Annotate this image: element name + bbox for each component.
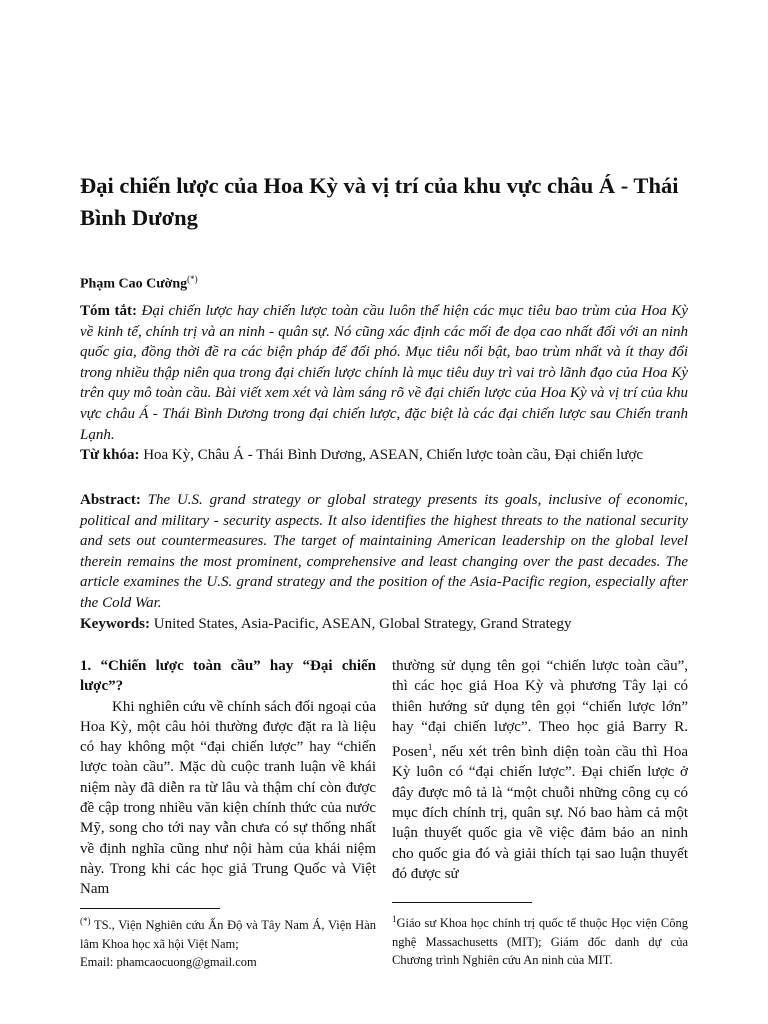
section-heading: 1. “Chiến lược toàn cầu” hay “Đại chiến lược”? — [80, 658, 376, 695]
footnote-author-text: TS., Viện Nghiên cứu Ấn Độ và Tây Nam Á, Viện Hàn lâm Khoa học xã hội Việt Nam; — [80, 918, 377, 951]
body-column-right — [392, 656, 688, 884]
abstract-vi-text: Đại chiến lược hay chiến lược toàn cầu luôn thể hiện các mục tiêu bao trùm của Hoa Kỳ về kinh tế, chính trị và an ninh - quân sự. Nó cũng xác định các mối đe dọa cao nhất đối với an ninh quốc gia, đồng thời đề ra các biện pháp để đối phó. Mục tiêu nổi bật, bao trùm nhất và ít thay đổi trong nhiều thập niên qua trong đại chiến lược chính là mục tiêu duy trì vai trò lãnh đạo của Hoa Kỳ trên quy mô toàn cầu. Bài viết xem xét và làm sáng rõ về đại chiến lược của Hoa Kỳ và vị trí của khu vực châu Á - Thái Bình Dương trong đại chiến lược, đặc biệt là các đại chiến lược sau Chiến tranh Lạnh. — [80, 303, 688, 443]
abstract-vietnamese — [80, 301, 688, 445]
abstract-vi-label: Tóm tắt: — [80, 303, 137, 319]
footnote-1-marker: 1 — [392, 914, 397, 924]
keywords-en-text: United States, Asia-Pacific, ASEAN, Global Strategy, Grand Strategy — [153, 616, 572, 632]
keywords-vi-label: Từ khóa: — [80, 447, 140, 463]
keywords-en-label: Keywords: — [80, 616, 150, 632]
author-footnote-marker: (*) — [187, 274, 198, 284]
footnote-author — [80, 912, 376, 972]
keywords-english — [80, 614, 688, 635]
footnote-author-marker: (*) — [80, 916, 91, 926]
body-text-a: thường sử dụng tên gọi “chiến lược toàn cầu”, thì các học giả Hoa Kỳ và phương Tây lại có thiên hướng sử dụng tên gọi “chiến lược lớn” hay “đại chiến lược”. Theo học giả Barry R. Posen — [392, 658, 688, 761]
keywords-vietnamese — [80, 445, 688, 466]
author-line — [80, 274, 198, 293]
footnote-1 — [392, 910, 688, 970]
keywords-vi-text: Hoa Kỳ, Châu Á - Thái Bình Dương, ASEAN, Chiến lược toàn cầu, Đại chiến lược — [143, 447, 644, 463]
footnote-email: Email: phamcaocuong@gmail.com — [80, 955, 257, 970]
abstract-en-label: Abstract: — [80, 492, 141, 508]
article-title: Đại chiến lược của Hoa Kỳ và vị trí của khu vực châu Á - Thái Bình Dương — [80, 173, 679, 230]
footnote-1-text: Giáo sư Khoa học chính trị quốc tế thuộc Học viện Công nghệ Massachusetts (MIT); Giám đốc danh dự của Chương trình Nghiên cứu An ninh của MIT. — [392, 916, 688, 968]
author-name: Phạm Cao Cường — [80, 276, 188, 292]
body-column-left — [80, 656, 376, 900]
body-paragraph-continued — [392, 656, 688, 884]
abstract-en-text: The U.S. grand strategy or global strategy presents its goals, inclusive of economic, political and military - security aspects. It also identifies the highest threats to the national security and sets out countermeasures. The target of maintaining American leadership on the global level therein remains the most prominent, comprehensive and least changing over the past decades. The article examines the U.S. grand strategy and the position of the Asia-Pacific region, especially after the Cold War. — [80, 492, 689, 611]
abstract-english — [80, 490, 688, 614]
footnote-divider-right — [392, 902, 532, 903]
footnote-divider-left — [80, 908, 220, 909]
body-paragraph: Khi nghiên cứu về chính sách đối ngoại của Hoa Kỳ, một câu hỏi thường được đặt ra là liệu có hay không một “đại chiến lược” hay “chiến lược toàn cầu”. Mặc dù cuộc tranh luận về khái niệm này đã diễn ra từ lâu và thậm chí còn được đề cập trong nhiều văn kiện chính thức của nước Mỹ, song cho tới nay vẫn chưa có sự thống nhất về định nghĩa cũng như nội hàm của khái niệm này. Trong khi các học giả Trung Quốc và Việt Nam — [80, 698, 376, 898]
footnote-reference: 1 — [427, 742, 433, 753]
body-text-b: , nếu xét trên bình diện toàn cầu thì Hoa Kỳ luôn có “đại chiến lược”. Đại chiến lược ở đây được mô tả là “một chuỗi những công cụ có mục đích chính trị, quân sự. Nó bao hàm cả một luận thuyết quốc gia về việc đảm bảo an ninh cho quốc gia đó và giải thích tại sao luận thuyết đó được sử — [392, 744, 688, 882]
